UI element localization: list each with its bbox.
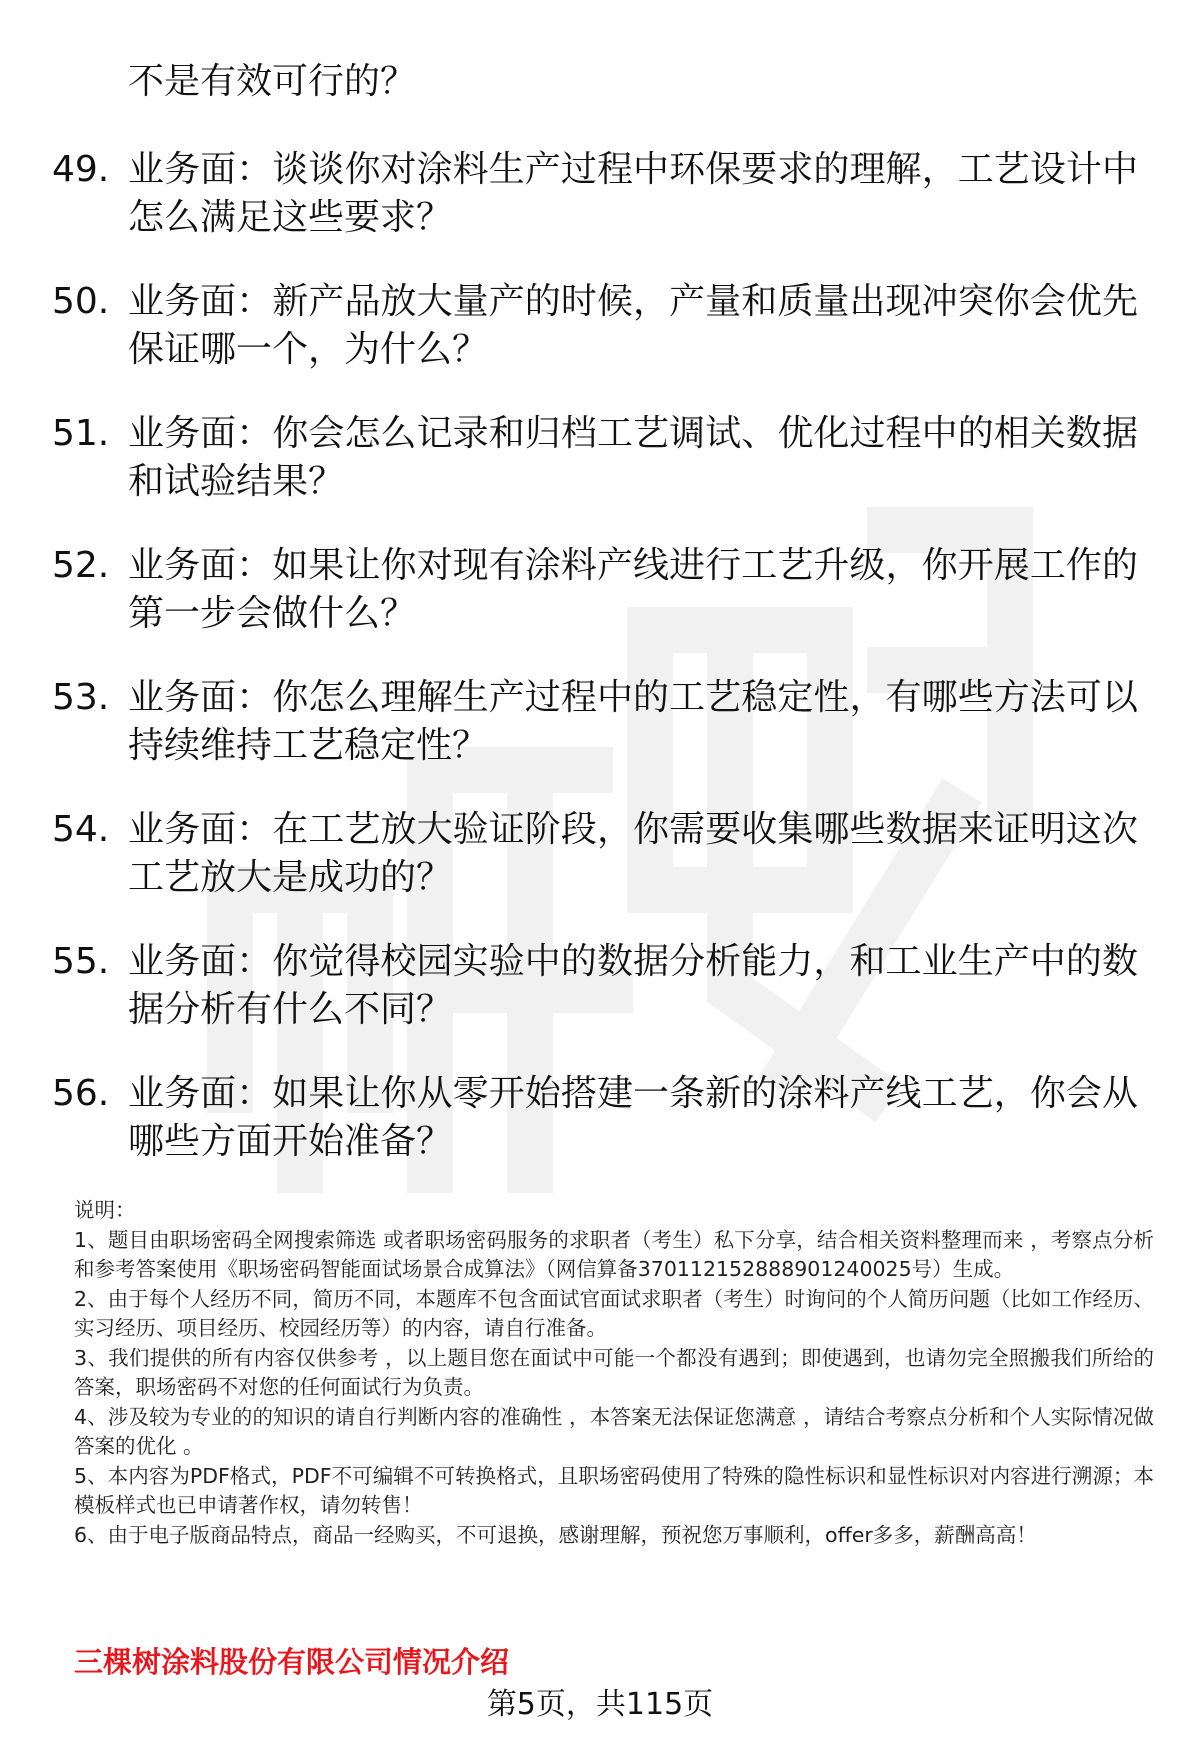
continued-question-text: 不是有效可行的？ [128, 61, 417, 102]
question-text: 业务面：你怎么理解生产过程中的工艺稳定性，有哪些方法可以持续维持工艺稳定性？ [128, 677, 1138, 766]
question-number: 55. [52, 941, 110, 982]
question-number: 52. [52, 545, 110, 586]
note-item: 4、涉及较为专业的的知识的请自行判断内容的准确性 ，本答案无法保证您满意 ，请结合考察点分析和个人实际情况做答案的优化 。 [74, 1404, 1154, 1458]
question-item [0, 146, 1200, 278]
note-item: 3、我们提供的所有内容仅供参考 ，以上题目您在面试中可能一个都没有遇到；即使遇到，也请勿完全照搬我们所给的答案，职场密码不对您的任何面试行为负责。 [74, 1345, 1154, 1399]
question-text: 业务面：如果让你从零开始搭建一条新的涂料产线工艺，你会从哪些方面开始准备？ [128, 1073, 1138, 1162]
company-section-title: 三棵树涂料股份有限公司情况介绍 [74, 1645, 510, 1679]
question-list [0, 146, 1200, 1202]
question-text: 业务面：在工艺放大验证阶段，你需要收集哪些数据来证明这次工艺放大是成功的？ [128, 809, 1138, 898]
question-text: 业务面：新产品放大量产的时候，产量和质量出现冲突你会优先保证哪一个，为什么？ [128, 281, 1138, 370]
question-number: 54. [52, 809, 110, 850]
note-item: 1、题目由职场密码全网搜索筛选 或者职场密码服务的求职者（考生）私下分享，结合相关资料整理而来 ，考察点分析和参考答案使用《职场密码智能面试场景合成算法》（网信算备370112152888901240025号）生成。 [74, 1227, 1154, 1281]
notes-section [74, 1196, 1154, 1550]
question-item [0, 542, 1200, 674]
question-number: 49. [52, 149, 110, 190]
note-item: 5、本内容为PDF格式，PDF不可编辑不可转换格式，且职场密码使用了特殊的隐性标识和显性标识对内容进行溯源；本模板样式也已申请著作权，请勿转售！ [74, 1463, 1154, 1517]
note-item: 2、由于每个人经历不同，简历不同，本题库不包含面试官面试求职者（考生）时询问的个人简历问题（比如工作经历、实习经历、项目经历、校园经历等）的内容，请自行准备。 [74, 1286, 1154, 1340]
question-item [0, 806, 1200, 938]
question-item [0, 1070, 1200, 1202]
question-text: 业务面：你觉得校园实验中的数据分析能力，和工业生产中的数据分析有什么不同？ [128, 941, 1138, 1030]
question-number: 50. [52, 281, 110, 322]
question-number: 56. [52, 1073, 110, 1114]
question-text: 业务面：如果让你对现有涂料产线进行工艺升级，你开展工作的第一步会做什么？ [128, 545, 1138, 634]
question-text: 业务面：你会怎么记录和归档工艺调试、优化过程中的相关数据和试验结果？ [128, 413, 1138, 502]
question-number: 53. [52, 677, 110, 718]
question-item [0, 410, 1200, 542]
question-item [0, 674, 1200, 806]
page-number: 第5页，共115页 [486, 1687, 714, 1722]
notes-title: 说明： [74, 1198, 136, 1222]
question-text: 业务面：谈谈你对涂料生产过程中环保要求的理解，工艺设计中怎么满足这些要求？ [128, 149, 1138, 238]
question-item [0, 278, 1200, 410]
note-item: 6、由于电子版商品特点，商品一经购买，不可退换，感谢理解，预祝您万事顺利，offer多多，薪酬高高！ [74, 1522, 1037, 1547]
question-item [0, 938, 1200, 1070]
question-number: 51. [52, 413, 110, 454]
